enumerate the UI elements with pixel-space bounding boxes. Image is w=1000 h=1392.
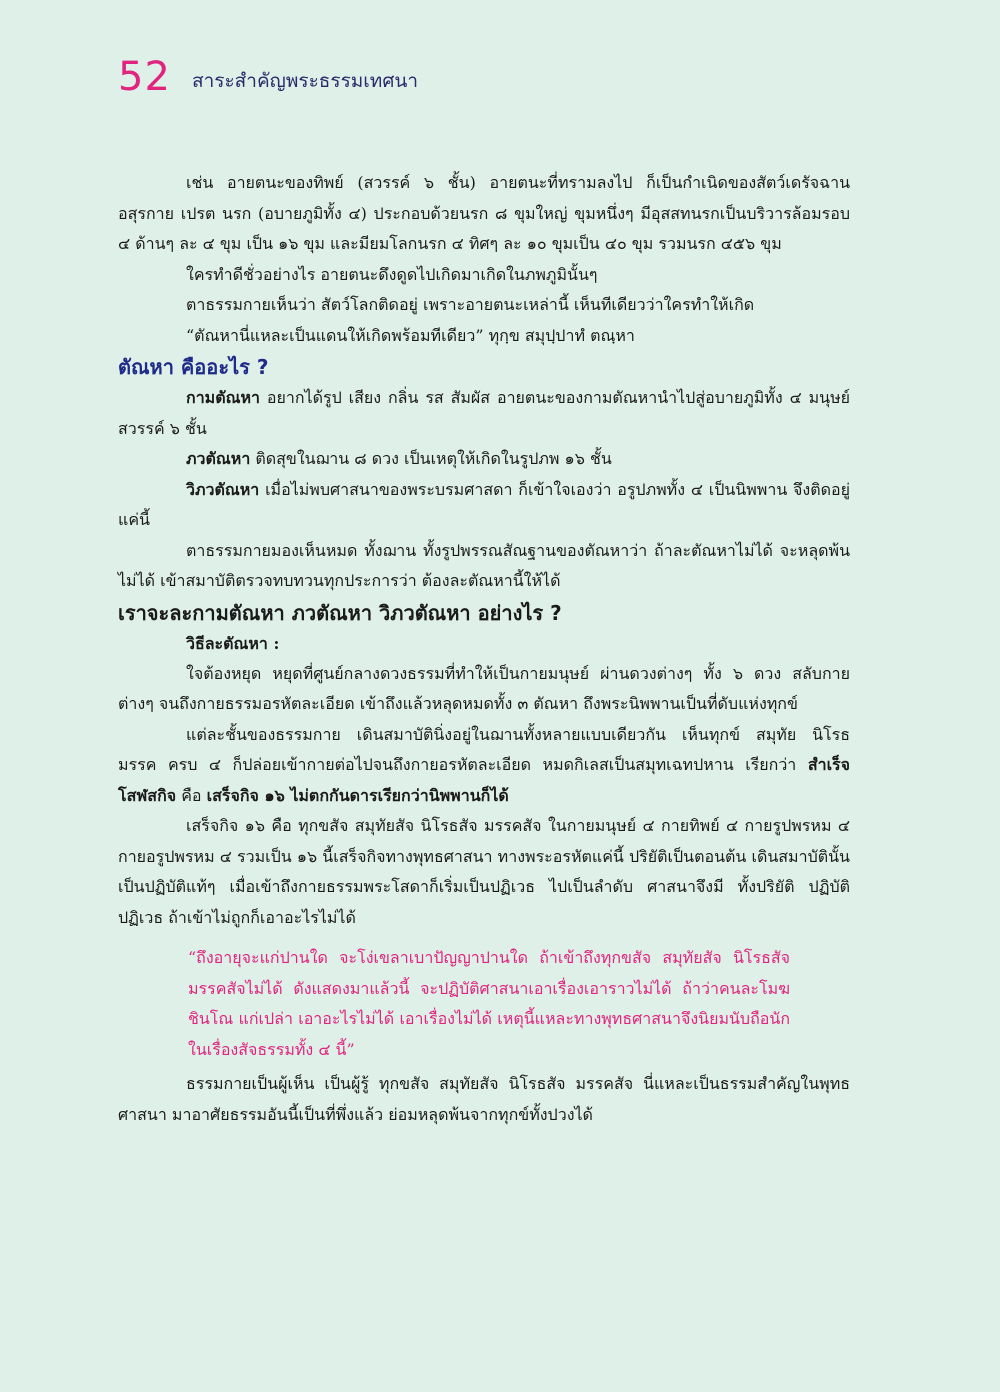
paragraph: เช่น อายตนะของทิพย์ (สวรรค์ ๖ ชั้น) อายตนะที่ทรามลงไป ก็เป็นกำเนิดของสัตว์เดรัจฉาน อสุรกาย เปรต นรก (อบายภูมิทั้ง ๔) ประกอบด้วยนรก ๘ ขุมใหญ่ ขุมหนึ่งๆ มีอุสสทนรกเป็นบริวารล้อมรอบ ๔ ด้านๆ ละ ๔ ขุม เป็น ๑๖ ขุม และมียมโลกนรก ๔ ทิศๆ ละ ๑๐ ขุมเป็น ๔๐ ขุม รวมนรก ๔๕๖ ขุม	[118, 173, 850, 253]
term-bhava-tanha: ภวตัณหา	[186, 449, 251, 468]
paragraph-vibhava-tanha	[118, 475, 850, 536]
paragraph: ตาธรรมกายเห็นว่า สัตว์โลกติดอยู่ เพราะอายตนะเหล่านี้ เห็นทีเดียวว่าใครทำให้เกิด	[186, 295, 755, 314]
definition-text: ติดสุขในฌาน ๘ ดวง เป็นเหตุให้เกิดในรูปภพ ๑๖ ชั้น	[250, 449, 612, 468]
pink-quote: “ถึงอายุจะแก่ปานใด จะโง่เขลาเบาปัญญาปานใด ถ้าเข้าถึงทุกขสัจ สมุทัยสัจ นิโรธสัจ มรรคสัจไม่ได้ ดังแสดงมาแล้วนี้ จะปฏิบัติศาสนาเอาเรื่องเอาราวไม่ได้ ถ้าว่าคนละโมฆชินโณ แก่เปล่า เอาอะไรไม่ได้ เอาเรื่องไม่ได้ เหตุนี้แหละทางพุทธศาสนาจึงนิยมนับถือนักในเรื่องสัจธรรมทั้ง ๔ นี้”	[188, 948, 790, 1059]
paragraph: ตาธรรมกายมองเห็นหมด ทั้งฌาน ทั้งรูปพรรณสัณฐานของตัณหาว่า ถ้าละตัณหาไม่ได้ จะหลุดพ้นไม่ได้ เข้าสมาบัติตรวจทบทวนทุกประการว่า ต้องละตัณหานี้ให้ได้	[118, 540, 850, 590]
paragraph-solasakicca	[118, 720, 850, 812]
paragraph-bhava-tanha	[118, 444, 850, 475]
bold-phrase: เสร็จกิจ ๑๖ ไม่ตกกันดารเรียกว่านิพพานก็ได้	[206, 785, 509, 805]
section-heading-what-is-tanha: ตัณหา คืออะไร ?	[118, 355, 269, 379]
paragraph: ใจต้องหยุด หยุดที่ศูนย์กลางดวงธรรมที่ทำให้เป็นกายมนุษย์ ผ่านดวงต่างๆ ทั้ง ๖ ดวง สลับกายต่างๆ จนถึงกายธรรมอรหัตละเอียด เข้าถึงแล้วหลุดหมดทั้ง ๓ ตัณหา ถึงพระนิพพานเป็นที่ดับแห่งทุกข์	[118, 663, 850, 713]
running-title: สาระสำคัญพระธรรมเทศนา	[192, 70, 419, 92]
subheading-method: วิธีละตัณหา :	[186, 633, 280, 653]
definition-text: เมื่อไม่พบศาสนาของพระบรมศาสดา ก็เข้าใจเองว่า อรูปภพทั้ง ๔ เป็นนิพพาน จึงติดอยู่แค่นี้	[118, 479, 850, 529]
section-heading-how-to-abandon: เราจะละกามตัณหา ภวตัณหา วิภวตัณหา อย่างไร ?	[118, 600, 562, 625]
paragraph: ใครทำดีชั่วอย่างไร อายตนะดึงดูดไปเกิดมาเกิดในภพภูมินั้นๆ	[186, 264, 598, 284]
bold-phrase: สำเร็จโสฬสกิจ	[118, 755, 850, 805]
page-body	[118, 168, 850, 1130]
definition-text: อยากได้รูป เสียง กลิ่น รส สัมผัส อายตนะของกามตัณหานำไปสู่อบายภูมิทั้ง ๔ มนุษย์ สวรรค์ ๖ ชั้น	[118, 388, 850, 438]
term-vibhava-tanha: วิภวตัณหา	[186, 479, 260, 499]
term-kama-tanha: กามตัณหา	[186, 388, 260, 407]
paragraph-kama-tanha	[118, 383, 850, 444]
paragraph: เสร็จกิจ ๑๖ คือ ทุกขสัจ สมุทัยสัจ นิโรธสัจ มรรคสัจ ในกายมนุษย์ ๔ กายทิพย์ ๔ กายรูปพรหม ๔ กายอรูปพรหม ๔ รวมเป็น ๑๖ นี้เสร็จกิจทางพุทธศาสนา ทางพระอรหัตแค่นี้ ปริยัติเป็นตอนต้น เดินสมาบัตินั้นเป็นปฏิบัติแท้ๆ เมื่อเข้าถึงกายธรรมพระโสดาก็เริ่มเป็นปฏิเวธ ไปเป็นลำดับ ศาสนาจึงมี ทั้งปริยัติ ปฏิบัติ ปฏิเวธ ถ้าเข้าไม่ถูกก็เอาอะไรไม่ได้	[118, 816, 850, 927]
connector-text: คือ	[176, 785, 207, 805]
paragraph: ธรรมกายเป็นผู้เห็น เป็นผู้รู้ ทุกขสัจ สมุทัยสัจ นิโรธสัจ มรรคสัจ นี่แหละเป็นธรรมสำคัญในพุทธศาสนา มาอาศัยธรรมอันนี้เป็นที่พึ่งแล้ว ย่อมหลุดพ้นจากทุกข์ทั้งปวงได้	[118, 1074, 850, 1124]
paragraph: “ตัณหานี่แหละเป็นแดนให้เกิดพร้อมทีเดียว” ทุกฺข สมุปฺปาทํ ตณฺหา	[186, 325, 635, 345]
page-number: 52	[118, 54, 171, 100]
paragraph-text: แต่ละชั้นของธรรมกาย เดินสมาบัตินิ่งอยู่ในฌานทั้งหลายแบบเดียวกัน เห็นทุกข์ สมุทัย นิโรธ มรรค ครบ ๔ ก็ปล่อยเข้ากายต่อไปจนถึงกายอรหัตละเอียด หมดกิเลสเป็นสมุทเฉทปหาน เรียกว่า	[118, 724, 850, 774]
